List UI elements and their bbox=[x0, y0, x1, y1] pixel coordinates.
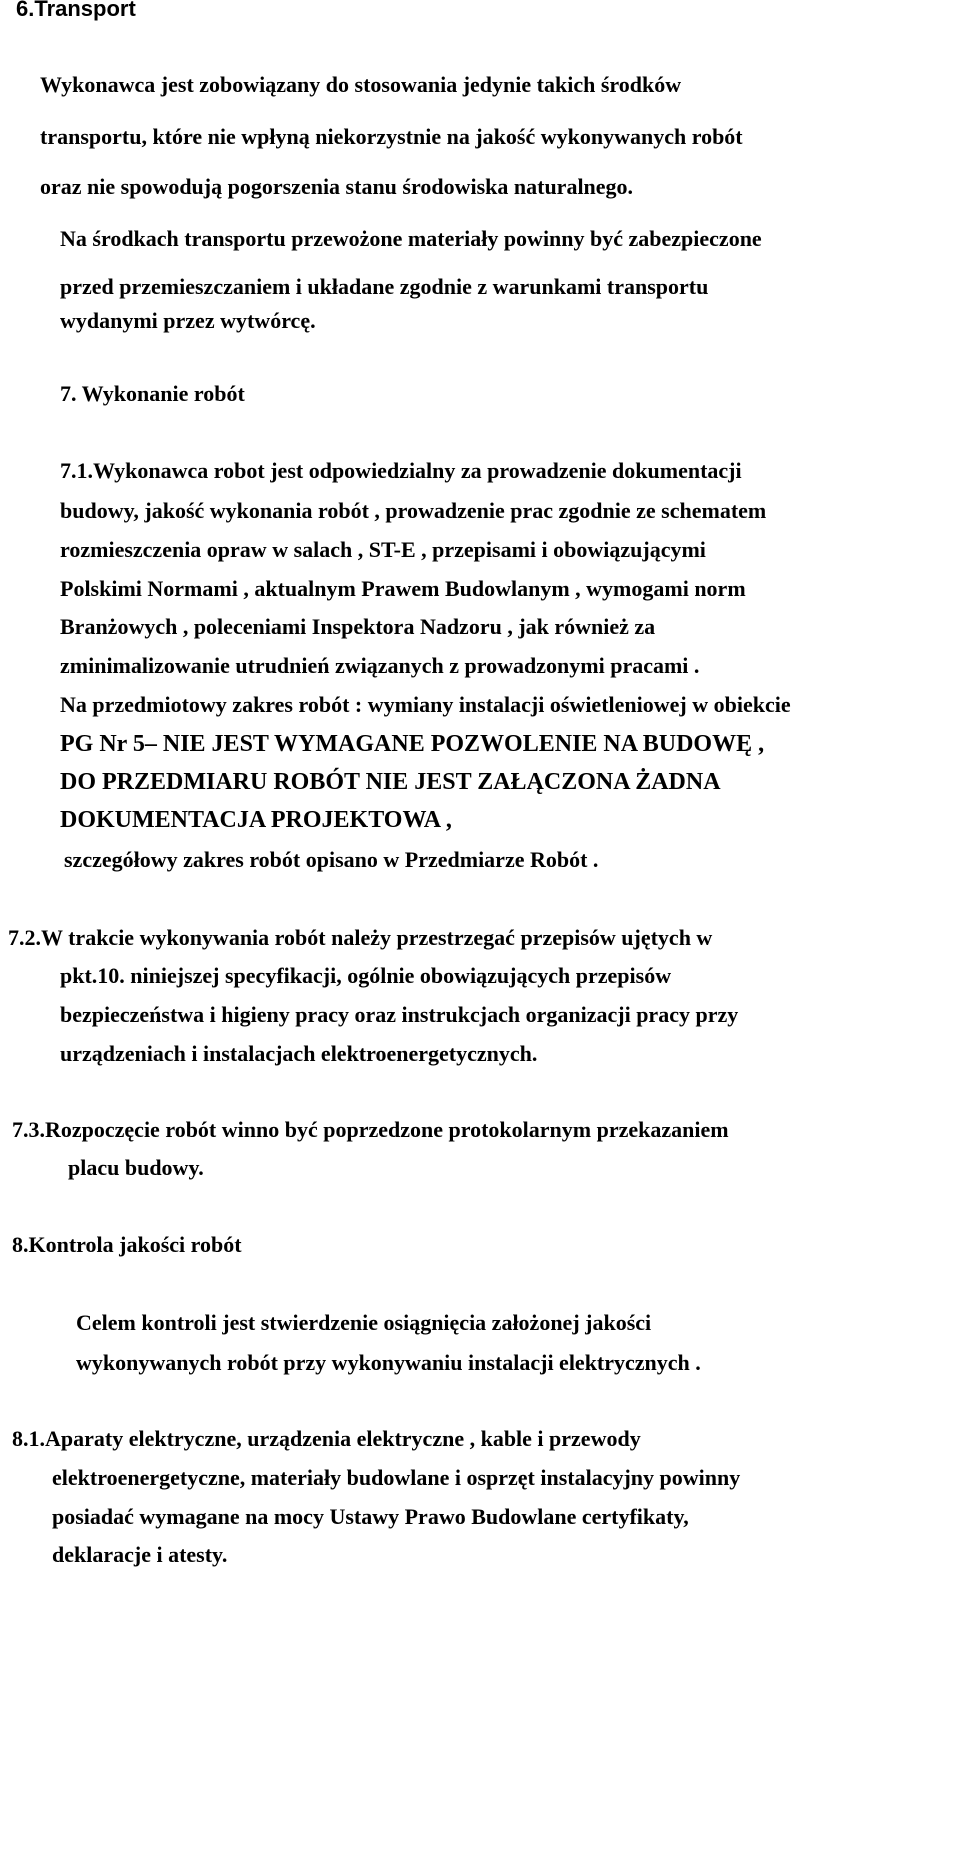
section-7-1-line-3: rozmieszczenia opraw w salach , ST-E , przepisami i obowiązującymi bbox=[60, 537, 706, 562]
section-8-1-line-3: posiadać wymagane na mocy Ustawy Prawo Budowlane certyfikaty, bbox=[52, 1504, 689, 1529]
section-8-1-line-4: deklaracje i atesty. bbox=[52, 1542, 228, 1567]
section-7-1-line-4: Polskimi Normami , aktualnym Prawem Budowlanym , wymogami norm bbox=[60, 576, 746, 601]
section-6-paragraph-1-line-1: Wykonawca jest zobowiązany do stosowania jedynie takich środków bbox=[40, 72, 682, 97]
section-7-1-line-1: 7.1.Wykonawca robot jest odpowiedzialny za prowadzenie dokumentacji bbox=[60, 458, 742, 483]
section-8-intro-line-2: wykonywanych robót przy wykonywaniu instalacji elektrycznych . bbox=[76, 1350, 701, 1375]
section-7-1-line-2: budowy, jakość wykonania robót , prowadzenie prac zgodnie ze schematem bbox=[60, 498, 767, 523]
section-8-1-line-2: elektroenergetyczne, materiały budowlane i osprzęt instalacyjny powinny bbox=[52, 1465, 741, 1490]
section-6-paragraph-2-line-3: wydanymi przez wytwórcę. bbox=[60, 308, 316, 333]
scope-line-1: Na przedmiotowy zakres robót : wymiany instalacji oświetleniowej w obiekcie bbox=[60, 692, 791, 717]
scope-line-4: DOKUMENTACJA PROJEKTOWA , bbox=[60, 807, 452, 833]
section-7-1-line-5: Branżowych , poleceniami Inspektora Nadzoru , jak również za bbox=[60, 614, 656, 639]
section-7-3-line-2: placu budowy. bbox=[68, 1155, 204, 1180]
section-7-2-line-3: bezpieczeństwa i higieny pracy oraz instrukcjach organizacji pracy przy bbox=[60, 1002, 739, 1027]
section-7-3-line-1: 7.3.Rozpoczęcie robót winno być poprzedzone protokolarnym przekazaniem bbox=[12, 1117, 729, 1142]
scope-line-3: DO PRZEDMIARU ROBÓT NIE JEST ZAŁĄCZONA ŻADNA bbox=[60, 769, 721, 795]
section-7-2-line-4: urządzeniach i instalacjach elektroenergetycznych. bbox=[60, 1041, 538, 1066]
section-8-1-line-1: 8.1.Aparaty elektryczne, urządzenia elektryczne , kable i przewody bbox=[12, 1426, 641, 1451]
section-7-1-line-6: zminimalizowanie utrudnień związanych z prowadzonymi pracami . bbox=[60, 653, 700, 678]
section-6-paragraph-1-line-3: oraz nie spowodują pogorszenia stanu środowiska naturalnego. bbox=[40, 174, 634, 199]
section-8-heading: 8.Kontrola jakości robót bbox=[12, 1232, 242, 1257]
section-6-paragraph-2-line-1: Na środkach transportu przewożone materiały powinny być zabezpieczone bbox=[60, 226, 762, 251]
section-6-paragraph-1-line-2: transportu, które nie wpłyną niekorzystnie na jakość wykonywanych robót bbox=[40, 124, 743, 149]
section-7-2-line-1: 7.2.W trakcie wykonywania robót należy przestrzegać przepisów ujętych w bbox=[8, 925, 713, 950]
section-6-paragraph-2-line-2: przed przemieszczaniem i układane zgodnie z warunkami transportu bbox=[60, 274, 709, 299]
section-8-intro-line-1: Celem kontroli jest stwierdzenie osiągnięcia założonej jakości bbox=[76, 1310, 652, 1335]
section-7-2-line-2: pkt.10. niniejszej specyfikacji, ogólnie obowiązujących przepisów bbox=[60, 963, 672, 988]
scope-line-2: PG Nr 5– NIE JEST WYMAGANE POZWOLENIE NA BUDOWĘ , bbox=[60, 731, 765, 757]
section-6-heading: 6.Transport bbox=[16, 0, 136, 21]
scope-line-5: szczegółowy zakres robót opisano w Przedmiarze Robót . bbox=[64, 847, 599, 872]
section-7-heading: 7. Wykonanie robót bbox=[60, 381, 245, 406]
